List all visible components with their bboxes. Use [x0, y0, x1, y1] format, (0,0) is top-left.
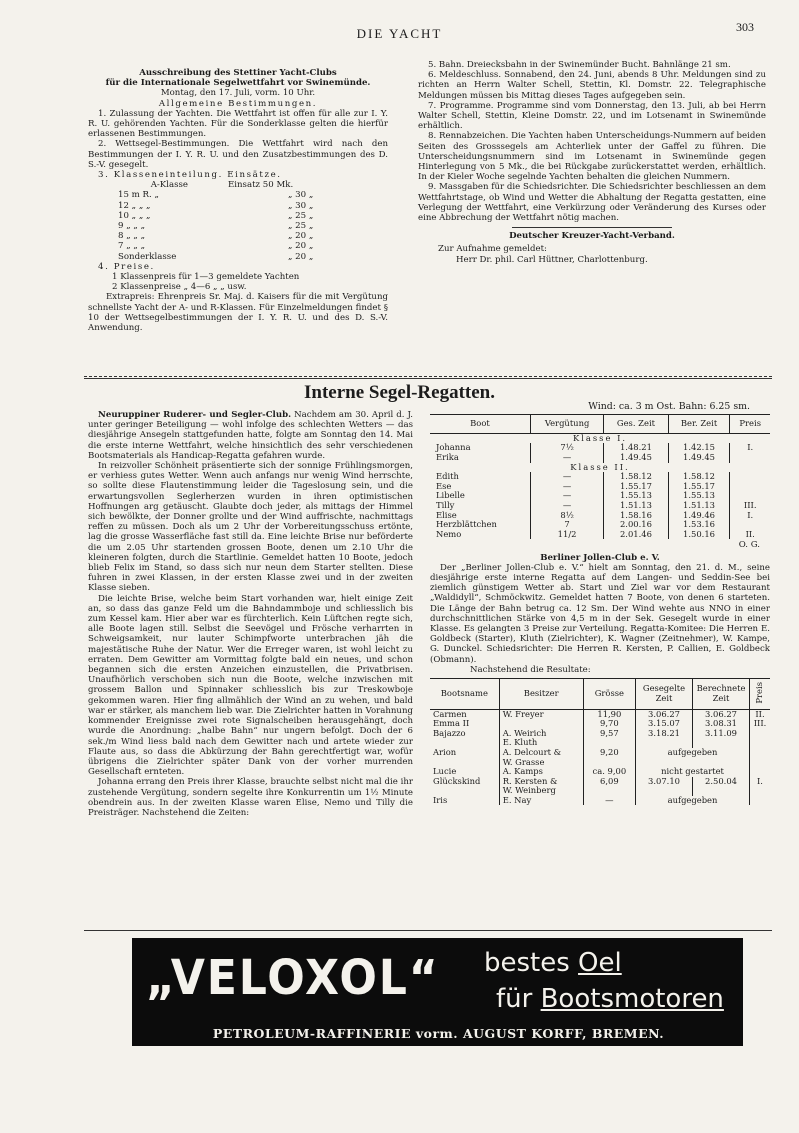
verband-line-1: Zur Aufnahme gemeldet: — [438, 244, 547, 255]
running-head: DIE YACHT — [356, 26, 443, 41]
stettin-title-1: Ausschreibung des Stettiner Yacht-Clubs — [139, 68, 337, 78]
table-row — [430, 777, 770, 796]
table2-header-cell: Gesegelte Zeit — [636, 678, 693, 709]
table1-cell: 7 — [530, 520, 603, 530]
class-name: 8 „ „ „ — [118, 231, 146, 242]
neuruppin-p1 — [88, 410, 413, 461]
ad-line-1-b: Oel — [578, 948, 622, 978]
table1-header-cell: Vergütung — [530, 415, 603, 434]
table-row — [430, 796, 770, 806]
veloxol-advertisement — [132, 938, 743, 1046]
table2-header-row — [430, 678, 770, 709]
table1-cell: Ese — [436, 480, 452, 491]
stettin-announcement — [88, 68, 388, 333]
jollen-p1: Der „Berliner Jollen-Club e. V.“ hielt am Sonntag, den 21. d. M., seine diesjährige erste interne Regatta auf dem Langen- und Seddin-See bei ziemlich günstigem Wetter ab. Start und Ziel war vor dem Restaurant „Waldidyll“, Schmöckwitz. Gemeldet hatten 7 Boote, von denen 6 starteten. Die Länge der Bahn betrug ca. 12 Sm. Der Wind wehte aus NNO in einer durchschnittlichen Stärke von 4,5 m in der Sek. Gesegelt wurde in einer Klasse. Es gelangten 3 Preise zur Verteilung. Regatta-Komitee: Die Herren E. Goldbeck (Starter), Kluth (Zielrichter), K. Wagner (Zeitnehmer), W. Kampe, G. Dunckel. Schiedsrichter: Die Herren R. Kersten, P. Callien, E. Goldbeck (Obmann). — [430, 562, 770, 665]
neuruppin-p4: Johanna errang den Preis ihrer Klasse, brauchte selbst nicht mal die ihr zustehende Vergütung, sondern segelte ihre Konkurrentin um 1½ Minute obendrein aus. In der zweiten Klasse waren Elise, Nemo und Tilly die Preisträger. Nachstehend die Zeiten: — [88, 777, 413, 818]
table-row — [430, 482, 770, 492]
table1-cell — [730, 453, 770, 463]
stettin-p8: 8. Rennabzeichen. Die Yachten haben Unterscheidungs-Nummern auf beiden Seiten des Grosssegels am Achterliek unter der Gaffel zu führen. Die Unterscheidungsnummern sind im Lotsenamt in Swinemünde gegen Hinterlegung von 5 Mk., die bei Rückgabe zurückerstattet werden, erhältlich. In der Kieler Woche segelnde Yachten behalten die gleichen Nummern. — [418, 131, 766, 183]
class-row — [88, 241, 388, 251]
stettin-p4-b: 2 Klassenpreise „ 4—6 „ „ usw. — [112, 282, 247, 293]
table2-cell: 3.11.09 — [693, 729, 750, 748]
class-fee: „ 20 „ — [288, 241, 314, 252]
table-row — [430, 472, 770, 482]
class-name: 10 „ „ „ — [118, 210, 151, 221]
page-number: 303 — [736, 20, 754, 34]
table2-header-cell: Besitzer — [499, 678, 583, 709]
table1-cell: 1.48.21 — [604, 443, 668, 453]
class-fee: „ 25 „ — [288, 210, 314, 221]
stettin-p9: 9. Massgaben für die Schiedsrichter. Die Schiedsrichter beschliessen an dem Wettfahrtstage, ob Wind und Wetter die Abhaltung der Regatta gestatten, eine Verlegung der Wettfahrt, eine Verkürzung oder Veränderung des Kurses oder eine Abbrechung der Wettfahrt nötig machen. — [418, 182, 766, 224]
table2-cell: R. Kersten & W. Weinberg — [499, 777, 583, 796]
table1-header-row — [430, 415, 770, 434]
table1-cell: — — [530, 491, 603, 501]
ad-line-2-b: Bootsmotoren — [540, 984, 724, 1014]
classes-header-fee: Einsatz 50 Mk. — [228, 180, 294, 191]
class-fee: „ 30 „ — [288, 190, 314, 201]
table2-cell: Iris — [433, 794, 448, 805]
stettin-p2: 2. Wettsegel-Bestimmungen. Die Wettfahrt wird nach den Bestimmungen der I. Y. R. U. und den Zusatzbestimmungen des D. S.-V. gesegelt. — [88, 139, 388, 170]
class-row — [88, 190, 388, 200]
table2-header-cell: Berechnete Zeit — [693, 678, 750, 709]
table1-cell: — — [530, 472, 603, 482]
neuruppin-lead: Neuruppiner Ruderer- und Segler-Club. — [98, 410, 292, 420]
table1-cell: Nemo — [436, 528, 462, 539]
table-row — [430, 501, 770, 511]
table2-cell: 3.18.21 — [636, 729, 693, 748]
table1-cell: I. — [730, 511, 770, 521]
stettin-p5: 5. Bahn. Dreiecksbahn in der Swinemünder Bucht. Bahnlänge 21 sm. — [428, 60, 731, 70]
table2-cell: Bajazzo — [433, 727, 466, 738]
table-row — [430, 530, 770, 540]
table-row — [430, 520, 770, 530]
table2-cell — [750, 729, 771, 748]
table1-cell: Edith — [436, 471, 459, 482]
ad-brand: „VELOXOL“ — [146, 950, 440, 1006]
table1-cell: 1.58.12 — [604, 472, 668, 482]
table2-cell: 6,09 — [583, 777, 635, 796]
stettin-p4-c: Extrapreis: Ehrenpreis Sr. Maj. d. Kaisers für die mit Vergütung schnellste Yacht der A- und R-Klassen. Für Einzelmeldungen findet § 10 der Wettsegelbestimmungen der I. Y. R. U. und des D. S.-V. Anwendung. — [88, 292, 388, 334]
table1-cell: 1.49.45 — [668, 453, 730, 463]
table2-cell: 11,90 — [583, 709, 635, 719]
neuruppin-p1-text: Nachdem am 30. April d. J. unter geringer Beteiligung — wohl infolge des schlechten Wetters — das diesjährige Ansegeln stattgefunden hatte, folgte am Sonntag den 14. Mai die erste interne Wettfahrt, welche hinsichtlich des sehr verschiedenen Bootsmaterials als Handicap-Regatta gefahren wurde. — [88, 410, 414, 461]
table2-cell: aufgegeben — [636, 748, 750, 767]
neuruppin-report — [88, 410, 413, 818]
table2-cell: Lucie — [433, 766, 457, 777]
table1-cell: 1.49.45 — [604, 453, 668, 463]
table-row — [430, 443, 770, 453]
table2-cell: 9,57 — [583, 729, 635, 748]
class-name: 7 „ „ „ — [118, 241, 146, 252]
table1-class-label: Klasse I. — [572, 432, 628, 443]
table1-header-cell: Preis — [730, 415, 770, 434]
class-fee: „ 25 „ — [288, 221, 314, 232]
table1-cell: — — [530, 453, 603, 463]
section-divider-dotted — [84, 376, 772, 377]
table2-cell: W. Freyer — [499, 709, 583, 719]
ad-subline: PETROLEUM-RAFFINERIE vorm. AUGUST KORFF, BREMEN. — [212, 1026, 665, 1041]
table2-cell: Arion — [433, 746, 457, 757]
table-row — [430, 748, 770, 767]
verband-line-2: Herr Dr. phil. Carl Hüttner, Charlottenburg. — [456, 254, 648, 265]
class-fee: „ 20 „ — [288, 251, 314, 262]
jollen-p2: Nachstehend die Resultate: — [470, 664, 591, 675]
table2-cell: aufgegeben — [636, 796, 750, 806]
stettin-allgemeine: Allgemeine Bestimmungen. — [158, 98, 318, 109]
classes-list — [88, 190, 388, 261]
table2-cell: II. — [750, 709, 771, 719]
stettin-p3-head: 3. Klasseneinteilung. Einsätze. — [98, 170, 282, 181]
table2-cell: 3.06.27 — [636, 709, 693, 719]
stettin-date: Montag, den 17. Juli, vorm. 10 Uhr. — [160, 88, 316, 99]
table1-cell: 1.51.13 — [668, 501, 730, 511]
table1-header-cell: Boot — [430, 415, 530, 434]
classes-header — [88, 180, 388, 190]
verband-divider — [512, 227, 672, 228]
table2-cell: 3.07.10 — [636, 777, 693, 796]
table1-class-row — [430, 433, 770, 443]
table1-cell: 1.53.16 — [668, 520, 730, 530]
table2-header-cell: Preis — [750, 678, 771, 709]
class-row — [88, 211, 388, 221]
table2-cell: 3.06.27 — [693, 709, 750, 719]
ad-line-1-a: bestes — [484, 948, 579, 978]
table-row — [430, 729, 770, 748]
table1-cell: Libelle — [436, 490, 465, 501]
table2-cell: I. — [750, 777, 771, 796]
table1-cell — [730, 482, 770, 492]
table1-cell: 1.42.15 — [668, 443, 730, 453]
table1-cell: 8½ — [530, 511, 603, 521]
table1-cell: 2.00.16 — [604, 520, 668, 530]
table2-cell: ca. 9,00 — [583, 767, 635, 777]
table2-cell: — — [583, 796, 635, 806]
table1-cell — [730, 472, 770, 482]
class-fee: „ 30 „ — [288, 200, 314, 211]
table1-cell: 1.55.13 — [668, 491, 730, 501]
table2-cell: 9,20 — [583, 748, 635, 767]
table-row — [430, 491, 770, 501]
table2-cell: E. Nay — [499, 796, 583, 806]
table2-header-cell: Grösse — [583, 678, 635, 709]
table2-cell: 9,70 — [583, 719, 635, 729]
table1-cell: 2.01.46 — [604, 530, 668, 540]
verband-title: Deutscher Kreuzer-Yacht-Verband. — [509, 231, 675, 242]
table2-cell: 2.50.04 — [693, 777, 750, 796]
table1-header-cell: Ges. Zeit — [604, 415, 668, 434]
table2-cell: Glückskind — [433, 775, 481, 786]
table1-cell: Erika — [436, 451, 459, 462]
table1-class-label: Klasse II. — [570, 461, 630, 472]
table2-cell: Carmen — [433, 708, 467, 719]
table2-cell: Emma II — [433, 718, 470, 729]
table1-cell: — — [530, 482, 603, 492]
neuruppin-results-table — [430, 414, 770, 539]
table2-cell — [750, 748, 771, 767]
class-name: 12 „ „ „ — [118, 200, 151, 211]
table1-cell: 7½ — [530, 443, 603, 453]
table1-cell: 1.51.13 — [604, 501, 668, 511]
section-title: Interne Segel-Regatten. — [303, 382, 495, 403]
table1-footer: O. G. — [738, 540, 760, 551]
table1-cell: III. — [730, 501, 770, 511]
class-row — [88, 231, 388, 241]
classes-header-class: A-Klasse — [150, 180, 188, 191]
table2-cell: 3.15.07 — [636, 719, 693, 729]
class-name: 9 „ „ „ — [118, 221, 146, 232]
class-name: Sonderklasse — [118, 251, 177, 262]
ad-divider — [84, 930, 772, 931]
table1-cell: 1.58.16 — [604, 511, 668, 521]
section-divider — [84, 378, 772, 379]
table1-cell: — — [530, 501, 603, 511]
table2-cell: A. Delcourt & W. Grasse — [499, 748, 583, 767]
table1-cell: Elise — [436, 509, 457, 520]
table1-body — [430, 433, 770, 539]
table2-cell: A. Kamps — [499, 767, 583, 777]
stettin-p4-head: 4. Preise. — [98, 261, 155, 272]
table1-cell: 11/2 — [530, 530, 603, 540]
neuruppin-p3: Die leichte Brise, welche beim Start vorhanden war, hielt einige Zeit an, so dass das ganze Feld um die Bahndammboje und schliesslich bis zum Kessel kam. Hier aber war es fürchterlich. Kein Lüftchen regte sich, alle Boote lagen still. Selbst die Seevögel und Frösche verharrten in Schweigsamkeit, nur lauter Schimpfworte unterbrachen jäh die majestätische Ruhe der Natur. Wer die Erreger waren, ist wohl leicht zu erraten. Dem Gewitter am Vormittag folgte bald ein neues, und schon begannen sich die ersten Anzeichen einzustellen, die Privatbrisen. Unaufhörlich verschoben sich nun die Boote, welche inzwischen mit grossem Ballon und Spinnaker schliesslich bis zur Treskowboje gekommen waren. Hier fing allmählich der Wind an zu wehen, und bald war er stärker, als manchem lieb war. Die Zielrichter hatten in Vorahnung kommender Ereignisse zwei rote Signalscheiben herausgehängt, doch wurde die Anordnung: „halbe Bahn“ nur ungern befolgt. Doch der 6 sek./m Wind liess bald nach dem Gewitter nach und artete wieder zur Flaute aus, so dass die Abkürzung der Bahn gerechtfertigt war, wofür übrigens die Zielrichter später Dank von der vorher murrenden Gesellschaft ernteten. — [88, 593, 413, 778]
stettin-p7: 7. Programme. Programme sind vom Donnerstag, den 13. Juli, ab bei Herrn Walter Schell, Stettin, Kleine Domstr. 22, und im Lotsenamt in Swinemünde erhältlich. — [418, 100, 766, 132]
stettin-p6: 6. Meldeschluss. Sonnabend, den 24. Juni, abends 8 Uhr. Meldungen sind zu richten an Herrn Walter Schell, Stettin, Kl. Domstr. 22. Telegraphische Meldungen müssen bis Mittag dieses Tages aufgegeben sein. — [418, 70, 766, 101]
table1-cell: 1.55.13 — [604, 491, 668, 501]
jollen-results-table — [430, 678, 770, 806]
jollen-title: Berliner Jollen-Club e. V. — [540, 552, 660, 563]
stettin-p4-a: 1 Klassenpreis für 1—3 gemeldete Yachten — [112, 272, 300, 283]
table2-cell: 3.08.31 — [693, 719, 750, 729]
ad-line-2-a: für — [496, 984, 541, 1014]
class-fee: „ 20 „ — [288, 231, 314, 242]
table2-cell: III. — [750, 719, 771, 729]
table1-cell: Herzblättchen — [436, 519, 497, 530]
stettin-p1: 1. Zulassung der Yachten. Die Wettfahrt ist offen für alle zur I. Y. R. U. gehörenden Yachten. Für die Sonderklasse gelten die hierfür erlassenen Bestimmungen. — [88, 108, 388, 140]
table1-cell: 1.58.12 — [668, 472, 730, 482]
table1-caption: Wind: ca. 3 m Ost. Bahn: 6.25 sm. — [588, 401, 750, 412]
class-row — [88, 201, 388, 211]
stettin-announcement-continued — [418, 60, 766, 265]
class-row — [88, 252, 388, 262]
table1-cell: II. — [730, 530, 770, 540]
table1-cell: Johanna — [436, 442, 471, 453]
table2-body — [430, 709, 770, 805]
ad-line-2 — [496, 984, 724, 1014]
table1-cell: I. — [730, 443, 770, 453]
class-name: 15 m R. „ — [118, 190, 159, 201]
table1-cell: 1.49.46 — [668, 511, 730, 521]
table2-cell: A. Weirich E. Kluth — [499, 729, 583, 748]
neuruppin-p2: In reizvoller Schönheit präsentierte sich der sonnige Frühlingsmorgen, er verhiess gutes Wetter. Wenn auch anfangs nur wenig Wind herrschte, so sollte diese Flautenstimmung leider die Tageslosung sein, und die erwartungsvollen Seglerherzen wurden in ihren optimistischen Hoffnungen arg getäuscht. Glaubte doch jeder, als mittags der Himmel sich bewölkte, der Donner grollte und der Wind auffrischte, nachmittags reffen zu müssen. Doch als um 2 Uhr der Vorbereitungsschuss ertönte, lag die grosse Wasserfläche fast still da. Eine leichte Brise nur beförderte die um 2.05 Uhr startenden grossen Boote, denen um 2.10 Uhr die kleineren folgten, durch die Startlinie. Gemeldet hatten 10 Boote, jedoch blieb Felix im Stand, so dass sich nur neun dem Starter stellten. Diese fuhren in zwei Klassen, in der ersten Klasse zwei und in der zweiten Klasse sieben. — [88, 461, 413, 594]
table1-cell: Tilly — [436, 499, 455, 510]
class-row — [88, 221, 388, 231]
table1-cell: 1.55.17 — [668, 482, 730, 492]
table1-cell: 1.55.17 — [604, 482, 668, 492]
table1-header-cell: Ber. Zeit — [668, 415, 730, 434]
table1-class-row — [430, 463, 770, 473]
table2-cell: nicht gestartet — [636, 767, 750, 777]
table1-cell: 1.50.16 — [668, 530, 730, 540]
ad-line-1 — [484, 948, 622, 978]
table2-header-cell: Bootsname — [430, 678, 499, 709]
results-column — [430, 402, 770, 805]
stettin-title-2: für die Internationale Segelwettfahrt vor Swinemünde. — [105, 78, 371, 89]
table2-cell — [750, 796, 771, 806]
